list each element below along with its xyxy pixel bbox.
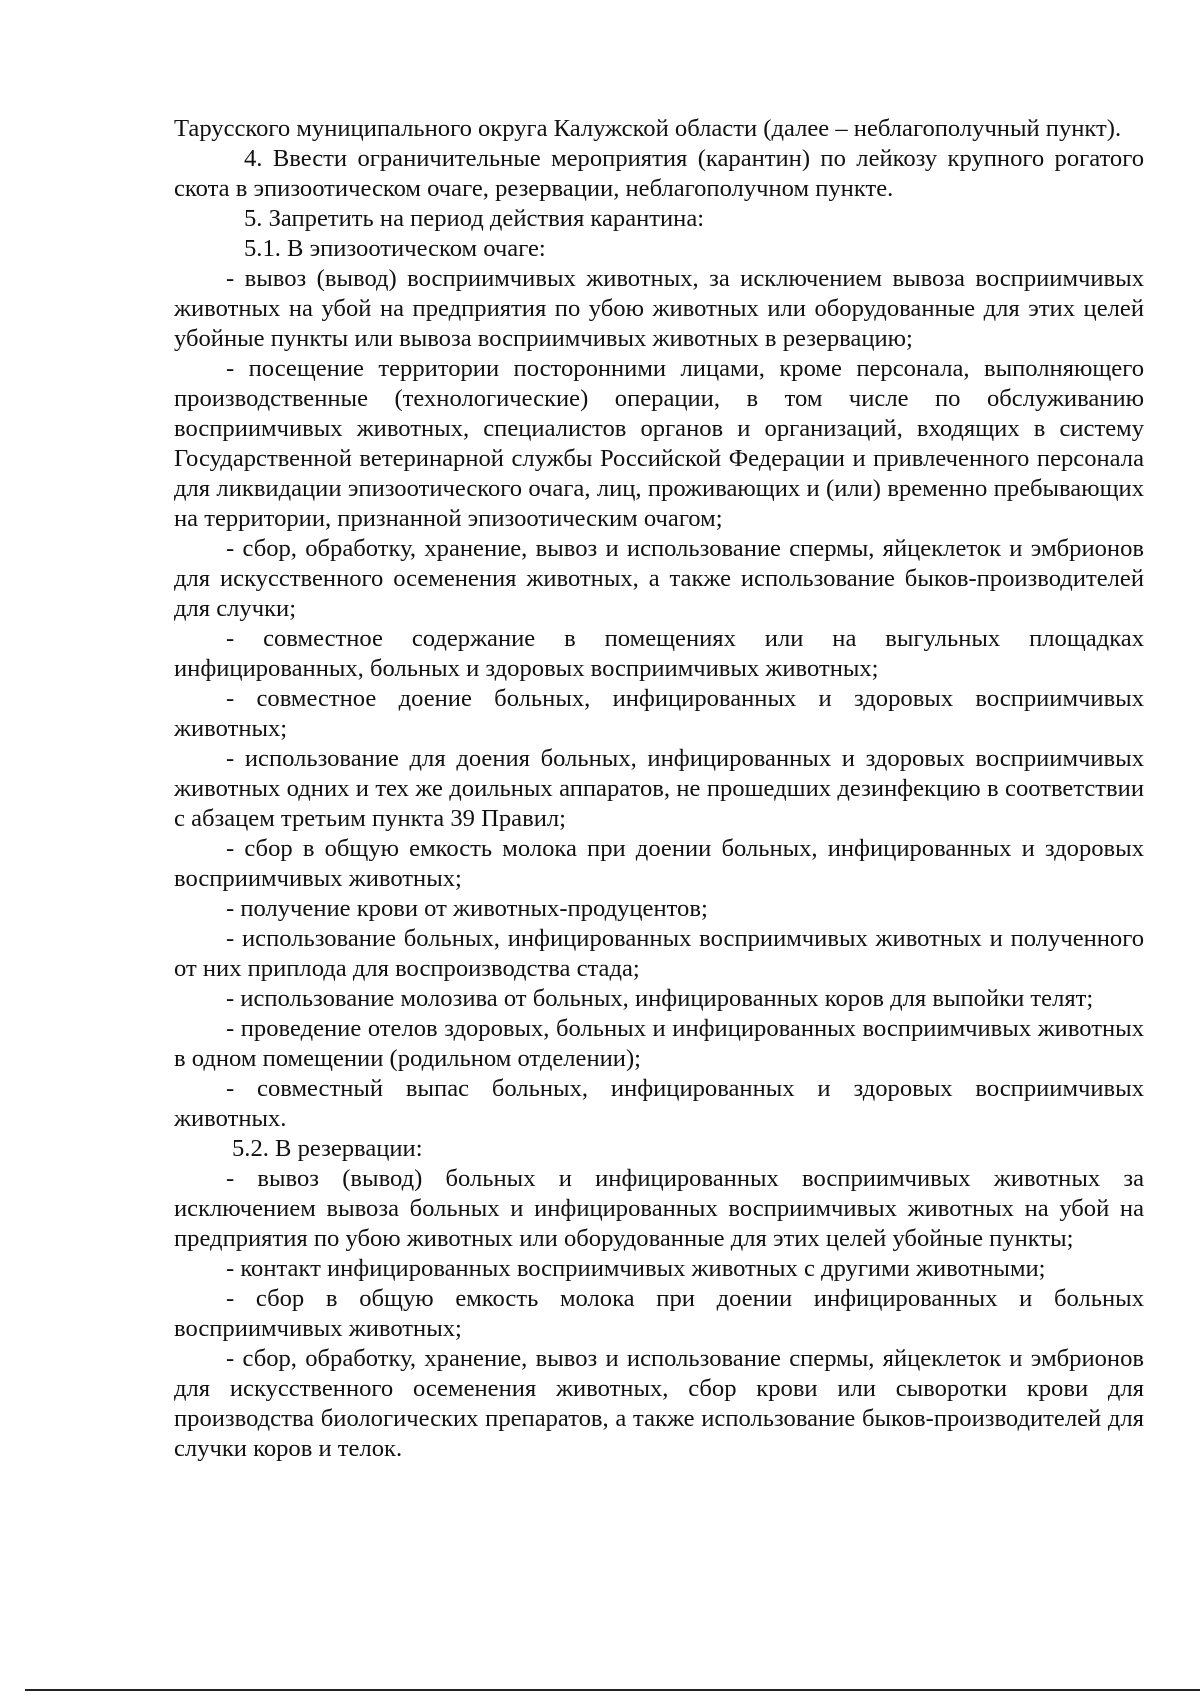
list-item: - получение крови от животных-продуцентов;: [226, 895, 708, 922]
subheading-5-1: 5.1. В эпизоотическом очаге:: [244, 235, 546, 262]
bottom-divider: [25, 1689, 1200, 1691]
list-item: - использование молозива от больных, инфицированных коров для выпойки телят;: [226, 985, 1094, 1012]
list-item: - использование для доения больных, инфицированных и здоровых восприимчивых животных одних и тех же доильных аппаратов, не прошедших дезинфекцию в соответствии с абзацем третьим пункта 39 Правил;: [174, 745, 1144, 832]
document-body: [174, 114, 1144, 1464]
list-item: - совместное доение больных, инфицированных и здоровых восприимчивых животных;: [174, 685, 1144, 742]
list-item: - контакт инфицированных восприимчивых животных с другими животными;: [226, 1255, 1046, 1282]
list-item: - использование больных, инфицированных восприимчивых животных и полученного от них приплода для воспроизводства стада;: [174, 925, 1144, 982]
list-item: - сбор, обработку, хранение, вывоз и использование спермы, яйцеклеток и эмбрионов для искусственного осеменения животных, а также использование быков-производителей для случки;: [174, 535, 1144, 622]
list-item: - проведение отелов здоровых, больных и инфицированных восприимчивых животных в одном помещении (родильном отделении);: [174, 1015, 1144, 1072]
list-item: - сбор в общую емкость молока при доении инфицированных и больных восприимчивых животных;: [174, 1285, 1144, 1342]
list-item: - сбор в общую емкость молока при доении больных, инфицированных и здоровых восприимчивых животных;: [174, 835, 1144, 892]
list-item: - посещение территории посторонними лицами, кроме персонала, выполняющего производственные (технологические) операции, в том числе по обслуживанию восприимчивых животных, специалистов органов и организаций, входящих в систему Государственной ветеринарной службы Российской Федерации и привлеченного персонала для ликвидации эпизоотического очага, лиц, проживающих и (или) временно пребывающих на территории, признанной эпизоотическим очагом;: [174, 355, 1144, 532]
list-item: - вывоз (вывод) восприимчивых животных, за исключением вывоза восприимчивых животных на убой на предприятия по убою животных или оборудованные для этих целей убойные пункты или вывоза восприимчивых животных в резервацию;: [174, 265, 1144, 352]
list-item: - совместное содержание в помещениях или на выгульных площадках инфицированных, больных и здоровых восприимчивых животных;: [174, 625, 1144, 682]
list-item: - вывоз (вывод) больных и инфицированных восприимчивых животных за исключением вывоза больных и инфицированных восприимчивых животных на убой на предприятия по убою животных или оборудованные для этих целей убойные пункты;: [174, 1165, 1144, 1252]
subheading-5-2: 5.2. В резервации:: [232, 1135, 423, 1162]
paragraph-continuation: Тарусского муниципального округа Калужской области (далее – неблагополучный пункт).: [174, 115, 1122, 142]
paragraph-item-5: 5. Запретить на период действия карантина:: [244, 205, 705, 232]
paragraph-item-4: 4. Ввести ограничительные мероприятия (карантин) по лейкозу крупного рогатого скота в эпизоотическом очаге, резервации, неблагополучном пункте.: [174, 145, 1144, 202]
list-item: - сбор, обработку, хранение, вывоз и использование спермы, яйцеклеток и эмбрионов для искусственного осеменения животных, сбор крови или сыворотки крови для производства биологических препаратов, а также использование быков-производителей для случки коров и телок.: [174, 1345, 1144, 1462]
list-item: - совместный выпас больных, инфицированных и здоровых восприимчивых животных.: [174, 1075, 1144, 1132]
